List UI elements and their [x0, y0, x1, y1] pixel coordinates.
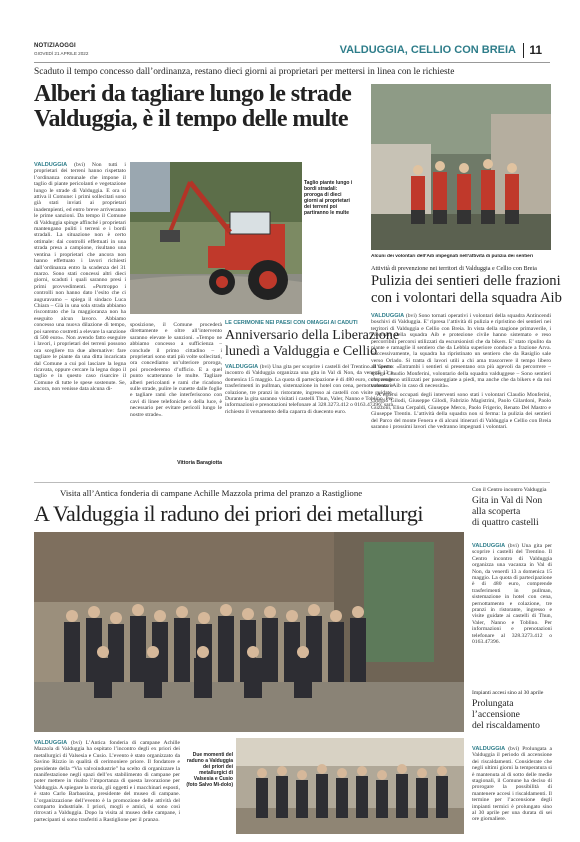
gita-kicker: Con il Centro incontro Valduggia: [472, 487, 547, 493]
group-photo-illustration: [34, 532, 464, 732]
lead-signature: Vittoria Baragiotta: [177, 460, 222, 466]
aib-para1-text: (bvi) Sono tornati operativi i volontari della squadra Antincendi boschivi di Valduggia. E’ ripresa l’attività di pulizia e ripristino dei sentieri nei territori di Valduggia e Cellio con Breia. In vista della stagione primaverile, i volontari della squadra Aib e protezione civile hanno sistemato e reso percorribili percorsi utilizzati da escursionisti che da bikers. E’ stato ripulito da piante e ramaglie il sentiero che da Lebbia superiore conduce a frazione Arva. Successivamente, la squadra ha ripristinato un sentiero che da Rasiglio sale verso Orlado. Si tratta di lavori utili a chi ama trascorrere il tempo libero all’aperto: «Entrambi i sentieri si presentano ora più agevoli da percorrere – spiega Claudio Monferini, volontario della squadra valduggese – Sono sentieri che vengono utilizzati per passeggiate a piedi, ma anche che da bikers e da noi volontari Aib in caso di necessità».: [371, 313, 551, 390]
paper-name: NOTIZIAOGGI: [34, 43, 76, 49]
group-photo: [34, 532, 464, 732]
section-separator: [34, 482, 550, 483]
riscaldamento-box: [472, 690, 552, 835]
lead-col1: [34, 162, 126, 479]
tractor-caption: Taglio piante lungo i bordi stradali: proroga di dieci giorni ai proprietari dei terreni poi partiranno le multe: [304, 180, 353, 216]
lead-col2-text: sposizione, il Comune procederà direttamente e oltre all’intervento saranno elevate le sanzioni. «Tempo ne abbiamo concesso a sufficienza – conclude il primo cittadino – i proprietari sono stati più volte sollecitati, ora concediamo un’ulteriore proroga, poi procederemo d’ufficio. E a quel punto scatteranno le multe. Tagliare alberi pericolanti e rami che ricadono sulle strade, pulire le cunette dalle foglie e tagliare rami che interferiscono con cavi di linee telefoniche o della luce, è necessario per evitare pericoli lungo le nostre strade».: [130, 322, 222, 418]
liberazione-box: [225, 320, 400, 470]
lead-col1-text: (bvi) Non tutti i proprietari dei terreni hanno rispettato l’ordinanza comunale che impone il taglio di piante pericolanti e vegetazione lungo le strade di Valduggia. E ora si attiva il Comune: i primi sollecitati sono già stati inviati ai proprietari inadempienti, ed entro breve arriveranno le prime sanzioni. Da tempo il Comune di Valduggia spinge affinché i proprietari mantengano puliti i terreni e i bordi stradali. La situazione non è certo ottimale: dai controlli effettuati in una strada presa a campione, risultano una ventina i proprietari che ancora non hanno effettuato i lavori richiesti dall’ordinanza entro la scadenza del 31 marzo. Sono stati concessi altri dieci giorni, scaduti i quali saranno presi i primi provvedimenti. «Purtroppo i controlli non hanno dato l’esito che ci auguravamo – spiega il sindaco Luca Chiara – Già in una sola strada abbiamo riscontrato che la maggioranza non ha eseguito alcun lavoro. Abbiamo concesso una nuova dilazione di tempo, poi saremo costretti a elevare la sanzione di 500 euro». Non avendo fatto eseguire i lavori, i proprietari dei terreni possono ora scegliere tra due alternative: fare tagliare le piante da una ditta incaricata dal Comune a cui poi lasciare la legna ricavata, oppure cercare la legna dopo il taglio e in questo caso risarcire il Comune di tutte le spese sostenute. Se, ancora, non venisse data alcuna di-: [34, 162, 126, 393]
aib-headline: [371, 273, 562, 307]
page-number: 11: [529, 43, 542, 57]
gita-headline-line1: Gita in Val di Non: [472, 495, 543, 506]
museum-photo: [236, 738, 464, 834]
tractor-photo: [130, 162, 302, 314]
aib-photo-caption: Alcuni dei volontari dell’Aib impegnati nell’attività di pulizia dei sentieri: [371, 254, 534, 259]
gita-headline-line2: alla scoperta: [472, 506, 521, 517]
riscaldamento-headline-line2: l’accensione: [472, 709, 520, 720]
metallurgi-text-body: (bvi) L’Antica fonderia di campane Achille Mazzola di Valduggia ha ospitato l’incontro degli ex priori dei metallurgici di Valsesia e Cusio. L’evento è stato organizzato da Savino Rizzio in qualità di cerimoniere priore. Il fondatore e presidente della “Via valvoindustrie” ha scelto di organizzare la manifestazione negli spazi dell’ex stabilimento di campane per poter mettere in risalto l’importanza di questa lavorazione per Valduggia. A spiegare la storia, gli oggetti e i macchinari esposti, è stato Carlo Barbassina, presidente del museo di campane. L’organizzazione dell’evento è la promozione delle attività del comparto industriale. I priori, mogli e amici, si sono così ritrovati a Valduggia. Dopo la visita al museo delle campane, i partecipanti si sono trasferiti a Rastiglione per il pranzo.: [34, 740, 180, 823]
metallurgi-kicker: Visita all’Antica fonderia di campane Achille Mazzola prima del pranzo a Rastiglione: [60, 488, 363, 498]
lead-kicker: Scaduto il tempo concesso dall’ordinanza, restano dieci giorni ai proprietari per mettersi in linea con le richieste: [34, 67, 455, 77]
metallurgi-headline: A Valduggia il raduno dei priori dei metallurgi: [34, 501, 424, 526]
aib-photo: [371, 84, 551, 250]
masthead-rule: [34, 62, 550, 63]
aib-tag: VALDUGGIA: [371, 313, 405, 319]
riscaldamento-headline-line1: Prolungata: [472, 698, 514, 709]
riscaldamento-text-body: (bvi) Prolungata a Valduggia il periodo di accensione dei riscaldamenti. Considerate che negli ultimi giorni la temperatura si è mantenuta al di sotto delle medie stagionali, il Comune ha deciso di prorogare la possibilità di mantenere accesi i riscaldamenti. Il termine per l’accensione degli impianti termici è prolungato sino al 30 aprile per una durata di sei ore giornaliere.: [472, 746, 552, 823]
riscaldamento-kicker: Impianti accesi sino al 30 aprile: [472, 690, 544, 696]
aib-headline-line2: con i volontari della squadra Aib: [371, 290, 562, 306]
gita-headline-line3: di quattro castelli: [472, 517, 539, 528]
lead-col2: [130, 322, 222, 472]
tractor-illustration: [130, 162, 302, 314]
page-divider: [523, 43, 524, 58]
museum-photo-illustration: [236, 738, 464, 834]
metallurgi-text: [34, 740, 180, 835]
lead-headline-line2: Valduggia, è il tempo delle multe: [34, 106, 348, 132]
lead-headline-line1: Alberi da tagliare lungo le strade: [34, 81, 352, 107]
gita-text-body: (bvi) Una gita per scoprire i castelli del Trentino. Il Centro incontro di Valduggia organizza una vacanza in Val di Non, da venerdì 13 a domenica 15 maggio. La quota di partecipazione è di 480 euro, comprende trasferimenti in pullman, sistemazione in hotel con cena, pernottamento e colazione, tre pranzi in ristorante, ingresso e visite guidate ai castelli di Thun, Valer, Nanno e Toblino. Per informazioni e prenotazioni telefonare al 328.3273.412 o 0163.47396.: [472, 543, 552, 646]
liberazione-text-body: (bvi) Una gita per scoprire i castelli del Trentino. Il Centro incontro di Valduggia organizza una gita in Val di Non, da venerdì 13 a domenica 15 maggio. La quota di partecipazione è di 480 euro, comprende trasferimenti in pullman, sistemazione in hotel con cena, pernottamento e colazione, tre pranzi in ristorante, ingresso ai castelli con visite guidate. Durante la gita saranno visitati i castelli Thun, Valer, Nanno e Toblino. Per informazioni e prenotazioni telefonare al 328.3273.412 o 0163.47396; sarà richiesto il versamento della caparra di duecento euro.: [225, 364, 393, 415]
riscaldamento-headline-line3: del riscaldamento: [472, 720, 540, 731]
gita-tag: VALDUGGIA: [472, 543, 506, 549]
liberazione-tag: VALDUGGIA: [225, 364, 259, 370]
gita-text: [472, 543, 552, 655]
liberazione-kicker: LE CERIMONIE NEI PAESI CON OMAGGI AI CADUTI: [225, 320, 358, 326]
riscaldamento-tag: VALDUGGIA: [472, 746, 506, 752]
lead-headline: [34, 82, 384, 132]
metallurgi-tag: VALDUGGIA: [34, 740, 68, 746]
aib-kicker: Attività di prevenzione nei territori di Valduggia e Cellio con Breia: [371, 265, 537, 272]
liberazione-text: [225, 364, 393, 454]
aib-group-illustration: [371, 84, 551, 250]
aib-headline-line1: Pulizia dei sentieri delle frazioni: [371, 273, 561, 289]
gita-box: [472, 487, 552, 646]
aib-text: [371, 313, 551, 473]
issue-date: GIOVEDÌ 21 APRILE 2022: [34, 51, 89, 56]
masthead: [34, 40, 550, 62]
section-title: VALDUGGIA, CELLIO CON BREIA: [339, 44, 516, 56]
liberazione-headline-line2: lunedì a Valduggia e Cellio: [225, 344, 378, 359]
lead-tag: VALDUGGIA: [34, 162, 68, 168]
aib-para1: [371, 313, 551, 390]
aib-para2: A essersi occupati degli interventi sono stati i volontari Claudio Monferini, Giorgio Gilodi, Giuseppe Gilodi, Fabrizio Magistrini, Paolo Gilardoni, Paolo Guzzoni, Elisa Cerpaldi, Giuseppe Merco, Paolo Frigerio, Renato Del Mastro e Giuseppe Trentin. L’attività della squadra non si ferma: la pulizia dei sentieri del Parco del monte Fenera e di alcuni itinerari di Valduggia e Cellio con Breia saranno i prossimi lavori che vedranno impegnati i volontari.: [371, 391, 551, 430]
metallurgi-caption: Due momenti del raduno a Valduggia dei priori dei metallurgici di Valsesia e Cusio (foto Salvo Mi-dolo): [186, 752, 233, 788]
liberazione-headline-line1: Anniversario della Liberazione: [225, 328, 400, 343]
riscaldamento-text: [472, 746, 552, 834]
